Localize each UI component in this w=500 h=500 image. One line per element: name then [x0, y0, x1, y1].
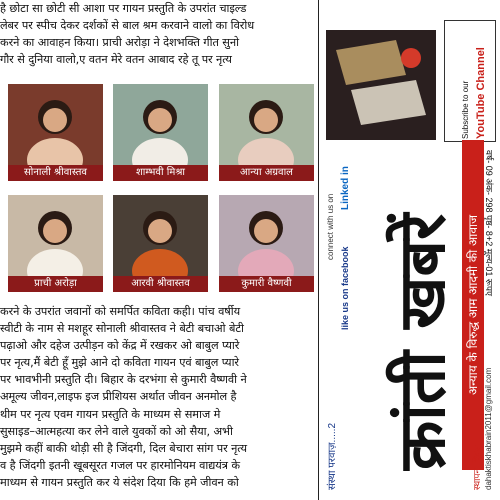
- portrait-graphic: [8, 84, 103, 165]
- text-line: पर नृत्य,मैं बेटी हूँ मुझे आने दो कविता गायन एवं बाबुल प्यारे: [0, 356, 239, 370]
- portrait-graphic: [219, 84, 314, 165]
- portrait-photo: [8, 84, 103, 165]
- issue-info: वर्ष- 09 अंक- 298 पृष्ठ- 8+2 मूल्य-01 रूपए: [484, 150, 494, 297]
- photo-tile: [219, 84, 314, 181]
- ad-graphic: [326, 30, 436, 140]
- portrait-graphic: [8, 195, 103, 276]
- text-line: अमूल्य जीवन,लाइफ इज प्रीशियस अर्थात जीवन अनमोल है: [0, 390, 237, 404]
- advertisement-image: [326, 30, 436, 140]
- photo-caption: शाम्भवी मिश्रा: [113, 165, 208, 181]
- text-line: माध्यम से गायन प्रस्तुति कर ये संदेश दिया कि हमे जीवन को: [0, 475, 239, 489]
- photo-tile: [8, 84, 103, 181]
- portrait-photo: [219, 84, 314, 165]
- newspaper-title: क्रांती खबरें: [386, 213, 460, 470]
- promo-text: संस्था परवाज़.....2: [327, 422, 338, 490]
- email-address[interactable]: dahaktiskhabrain2011@gmail.com: [484, 367, 493, 490]
- photo-tile: [113, 195, 208, 292]
- side-label: स्थापना दिवस: [473, 445, 483, 490]
- text-line: व है जिंदगी इतनी खूबसूरत गजल पर हारमोनियम वाद्ययंत्र के: [0, 458, 240, 472]
- article-bottom-paragraph: [0, 303, 316, 491]
- photo-tile: [8, 195, 103, 292]
- photo-caption: सोनाली श्रीवास्तव: [8, 165, 103, 181]
- subscribe-text: Subscribe to our: [461, 80, 470, 139]
- photo-caption: कुमारी वैष्णवी: [219, 276, 314, 292]
- photo-tile: [219, 195, 314, 292]
- portrait-graphic: [219, 195, 314, 276]
- tagline: अन्याय के विरुद्ध आम आदमी की आवाज: [462, 140, 484, 470]
- text-line: पर भावभीनी प्रस्तुति दी। बिहार के दरभंगा से कुमारी वैष्णवी ने: [0, 373, 247, 387]
- portrait-graphic: [113, 84, 208, 165]
- portrait-photo: [8, 195, 103, 276]
- text-line: पढ़ाओ और दहेज उत्पीड़न को केंद्र में रखकर ओ बाबुल प्यारे: [0, 339, 240, 353]
- portrait-photo: [113, 195, 208, 276]
- text-line: लेबर पर स्पीच देकर दर्शकों से बाल श्रम करवाने वालो का विरोध: [0, 19, 255, 33]
- text-line: गौर से दुनिया वालो,ए वतन मेरे वतन आबाद रहे तू पर नृत्य: [0, 53, 232, 67]
- text-line: स्वीटी के नाम से मशहूर सोनाली श्रीवास्तव ने बेटी बचाओ बेटी: [0, 322, 244, 336]
- text-line: थीम पर नृत्य एवम गायन प्रस्तुति के माध्यम से समाज मे: [0, 407, 221, 421]
- photo-caption: आरवी श्रीवास्तव: [113, 276, 208, 292]
- portrait-photo: [113, 84, 208, 165]
- portrait-graphic: [113, 195, 208, 276]
- text-line: करने का आवाहन किया। प्राची अरोड़ा ने देशभक्ति गीत सुनो: [0, 36, 239, 50]
- photo-tile: [113, 84, 208, 181]
- column-divider: [318, 0, 319, 500]
- text-line: है छोटा सा छोटी सी आशा पर गायन प्रस्तुति के उपरांत चाइल्ड: [0, 2, 247, 15]
- photo-caption: प्राची अरोड़ा: [8, 276, 103, 292]
- youtube-box[interactable]: [444, 20, 496, 142]
- connect-text: connect with us on: [326, 193, 335, 260]
- text-line: मुझमे कहीं बाकी थोड़ी सी है जिंदगी, दिल बेचारा सांग पर नृत्य: [0, 441, 247, 455]
- article-top-paragraph: [0, 0, 316, 68]
- photo-grid: [8, 84, 314, 296]
- linkedin-link[interactable]: Linked in: [340, 166, 351, 210]
- youtube-logo: YouTube Channel: [475, 47, 487, 139]
- text-line: सुसाइड–आत्महत्या कर लेने वाले युवकों को ओ सैया, अभी: [0, 424, 233, 438]
- masthead: [320, 0, 500, 500]
- photo-caption: आन्या अग्रवाल: [219, 165, 314, 181]
- facebook-link[interactable]: like us on facebook: [340, 246, 350, 330]
- text-line: करने के उपरांत जवानों को समर्पित कविता कही। पांच वर्षीय: [0, 305, 241, 318]
- portrait-photo: [219, 195, 314, 276]
